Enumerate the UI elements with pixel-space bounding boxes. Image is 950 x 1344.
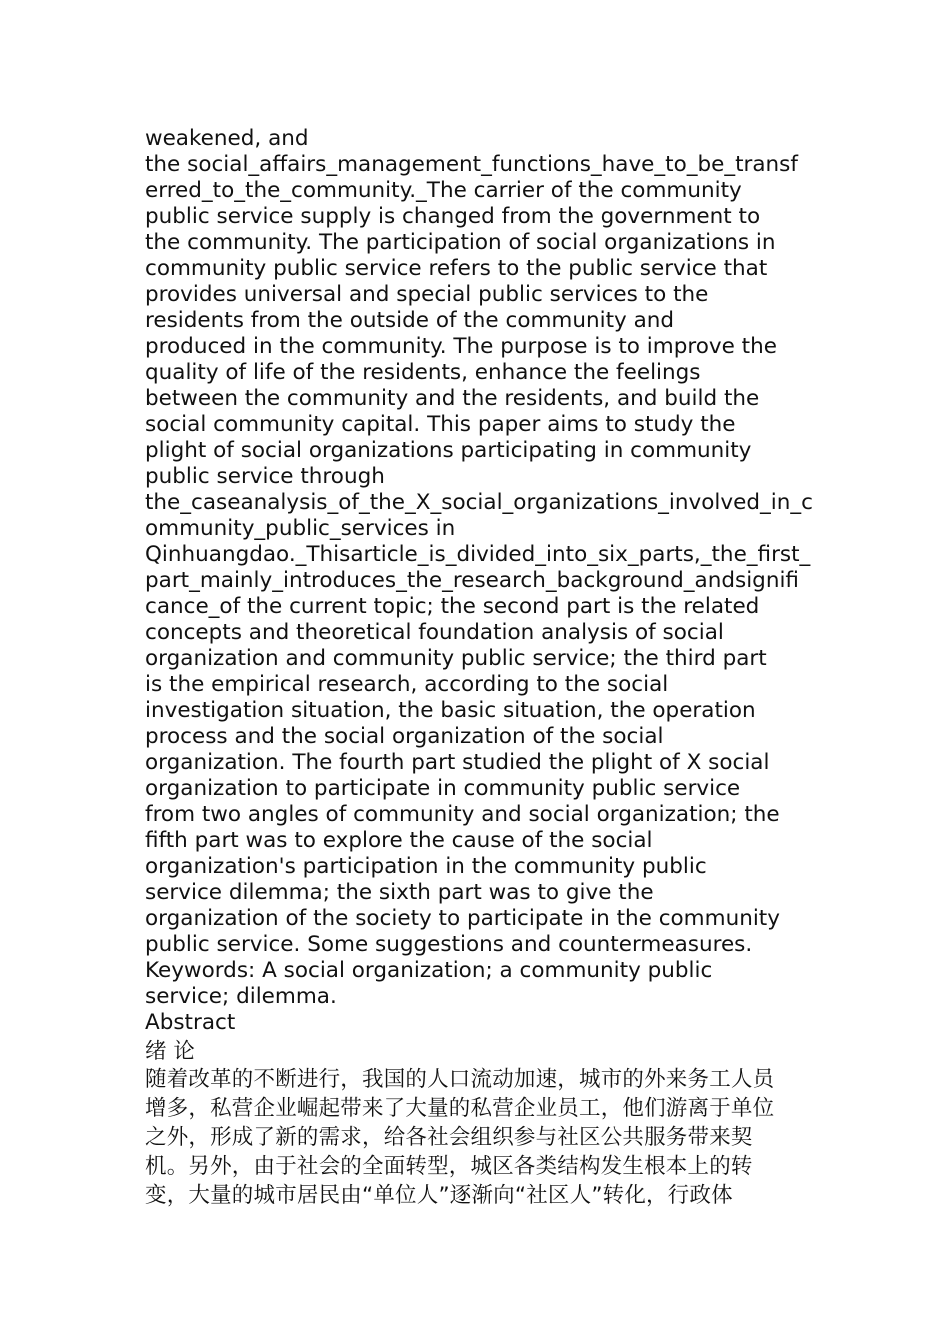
text-line: 增多，私营企业崛起带来了大量的私营企业员工，他们游离于单位	[145, 1096, 775, 1121]
text-line: organization and community public service; the third part	[145, 646, 767, 671]
text-line: organization's participation in the community public	[145, 854, 707, 879]
text-line: the community. The participation of social organizations in	[145, 230, 776, 255]
text-line: 之外，形成了新的需求，给各社会组织参与社区公共服务带来契	[145, 1125, 753, 1150]
text-line: community public service refers to the public service that	[145, 256, 768, 281]
text-line: plight of social organizations participating in community	[145, 438, 752, 463]
abstract-label: Abstract	[145, 1010, 236, 1035]
text-line: ommunity_public_services in	[145, 516, 456, 541]
text-line: erred_to_the_community._The carrier of the community	[145, 178, 742, 203]
text-line: process and the social organization of the social	[145, 724, 664, 749]
text-line: service dilemma; the sixth part was to give the	[145, 880, 654, 905]
chinese-introduction	[145, 1038, 810, 1210]
text-line: 随着改革的不断进行，我国的人口流动加速，城市的外来务工人员	[145, 1067, 775, 1092]
text-line: provides universal and special public services to the	[145, 282, 709, 307]
text-line: social community capital. This paper aims to study the	[145, 412, 736, 437]
text-line: public service. Some suggestions and countermeasures.	[145, 932, 753, 957]
text-line: organization to participate in community public service	[145, 776, 741, 801]
text-line: part_mainly_introduces_the_research_background_andsignifi	[145, 568, 799, 593]
text-line: the_caseanalysis_of_the_X_social_organizations_involved_in_c	[145, 490, 813, 515]
english-abstract	[145, 126, 813, 1036]
text-line: investigation situation, the basic situation, the operation	[145, 698, 756, 723]
section-heading: 绪 论	[145, 1039, 195, 1064]
text-line: cance_of the current topic; the second part is the related	[145, 594, 760, 619]
text-line: produced in the community. The purpose is to improve the	[145, 334, 777, 359]
text-line: the social_affairs_management_functions_have_to_be_transf	[145, 152, 798, 177]
document-page	[145, 126, 813, 1210]
text-line: organization of the society to participate in the community	[145, 906, 780, 931]
keywords-line: Keywords: A social organization; a community public	[145, 958, 713, 983]
text-line: from two angles of community and social organization; the	[145, 802, 780, 827]
text-line: concepts and theoretical foundation analysis of social	[145, 620, 724, 645]
text-line: public service supply is changed from the government to	[145, 204, 761, 229]
text-line: Qinhuangdao._Thisarticle_is_divided_into_six_parts,_the_first_	[145, 542, 811, 567]
text-line: fifth part was to explore the cause of the social	[145, 828, 653, 853]
text-line: quality of life of the residents, enhance the feelings	[145, 360, 701, 385]
text-line: is the empirical research, according to the social	[145, 672, 669, 697]
text-line: public service through	[145, 464, 385, 489]
text-line: 机。另外，由于社会的全面转型，城区各类结构发生根本上的转	[145, 1154, 753, 1179]
text-line: organization. The fourth part studied the plight of X social	[145, 750, 770, 775]
keywords-line: service; dilemma.	[145, 984, 337, 1009]
text-line: residents from the outside of the community and	[145, 308, 675, 333]
text-line: between the community and the residents, and build the	[145, 386, 760, 411]
text-line: weakened, and	[145, 126, 309, 151]
text-line: 变，大量的城市居民由“单位人”逐渐向“社区人”转化，行政体	[145, 1183, 733, 1208]
